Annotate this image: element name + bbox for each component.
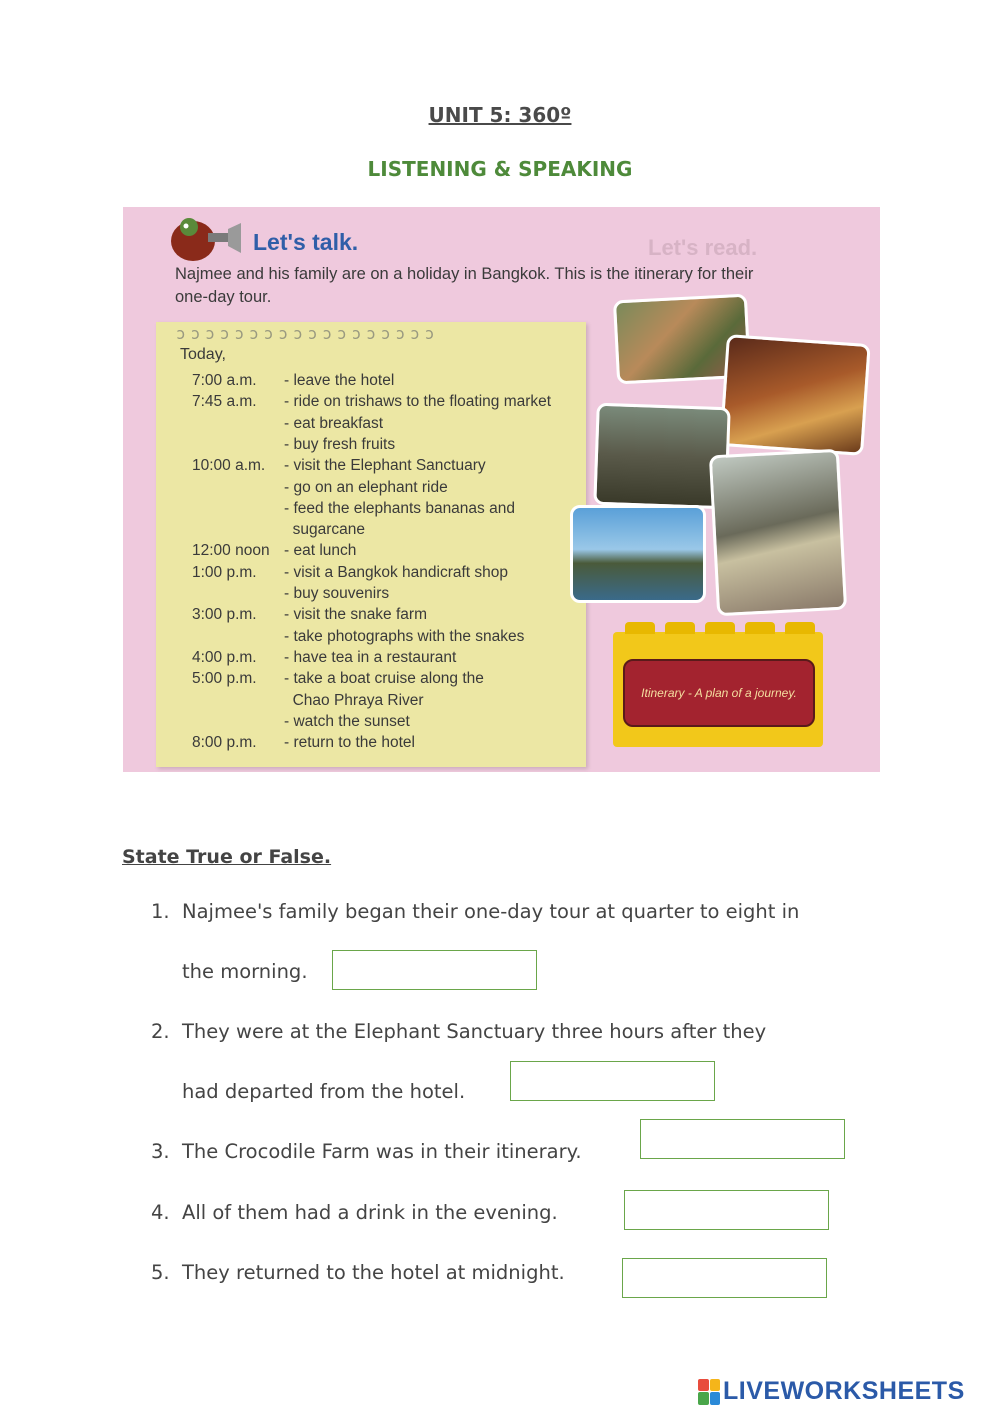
photo-snake — [709, 449, 847, 617]
question-text-continued: the morning. — [182, 960, 308, 983]
schedule-time: 1:00 p.m. — [192, 563, 257, 581]
schedule-time: 7:45 a.m. — [192, 393, 257, 411]
schedule-time: 12:00 noon — [192, 542, 270, 560]
schedule-activity: - return to the hotel — [284, 734, 415, 752]
photo-river — [570, 505, 706, 603]
lego-stud — [625, 622, 655, 634]
question-number: 1. — [151, 900, 170, 923]
schedule-activity: sugarcane — [284, 521, 365, 539]
section-title: LISTENING & SPEAKING — [367, 157, 633, 181]
brand-name: LIVEWORKSHEETS — [723, 1377, 965, 1405]
schedule-time: 10:00 a.m. — [192, 457, 266, 475]
schedule-activity: Chao Phraya River — [284, 691, 424, 709]
unit-title — [0, 103, 1000, 127]
intro-text: Najmee and his family are on a holiday in Bangkok. This is the itinerary for their one-day tour. — [175, 265, 754, 306]
question-number: 5. — [151, 1261, 170, 1284]
today-label: Today, — [180, 346, 226, 363]
schedule-time: 3:00 p.m. — [192, 606, 257, 624]
mascot-icon — [163, 211, 243, 263]
schedule-activity: - leave the hotel — [284, 372, 395, 389]
exercise-title: State True or False. — [122, 846, 332, 868]
unit-title-text: UNIT 5: 360º — [428, 103, 572, 127]
question-number: 2. — [151, 1020, 170, 1043]
answer-input-3[interactable] — [640, 1119, 845, 1159]
lego-stud — [705, 622, 735, 634]
question-text: They were at the Elephant Sanctuary three hours after they — [182, 1020, 767, 1043]
textbook-image — [123, 207, 880, 772]
schedule-activity: - visit the snake farm — [284, 606, 427, 624]
liveworksheets-logo — [698, 1377, 965, 1406]
itinerary-note — [156, 322, 586, 767]
schedule-activity: - buy souvenirs — [284, 585, 390, 602]
lego-stud — [665, 622, 695, 634]
lego-stud — [785, 622, 815, 634]
schedule-activity: - eat breakfast — [284, 414, 384, 432]
schedule-activity: - visit a Bangkok handicraft shop — [284, 563, 509, 581]
question-text: All of them had a drink in the evening. — [182, 1201, 558, 1224]
schedule-activity: - have tea in a restaurant — [284, 648, 457, 666]
liveworksheets-icon — [698, 1379, 720, 1405]
schedule-activity: - ride on trishaws to the floating market — [284, 393, 552, 411]
answer-input-5[interactable] — [622, 1258, 827, 1298]
answer-input-1[interactable] — [332, 950, 537, 990]
question-text: Najmee's family began their one-day tour at quarter to eight in — [182, 900, 800, 923]
schedule-activity: - take photographs with the snakes — [284, 627, 525, 645]
photo-handicraft-shop — [719, 334, 870, 456]
schedule-activity: - feed the elephants bananas and — [284, 499, 515, 517]
schedule-time: 5:00 p.m. — [192, 670, 257, 688]
question-text: The Crocodile Farm was in their itinerary. — [182, 1140, 582, 1163]
schedule-activity: - watch the sunset — [284, 712, 410, 730]
schedule-activity: - eat lunch — [284, 542, 357, 560]
answer-input-4[interactable] — [624, 1190, 829, 1230]
question-number: 4. — [151, 1201, 170, 1224]
spiral-rings: ɔɔɔɔɔɔɔɔɔɔɔɔɔɔɔɔɔɔ — [176, 324, 440, 343]
itinerary-definition: Itinerary - A plan of a journey. — [623, 659, 815, 727]
lego-definition-block — [613, 632, 823, 747]
lets-talk-heading: Let's talk. — [253, 229, 359, 255]
answer-input-2[interactable] — [510, 1061, 715, 1101]
lego-stud — [745, 622, 775, 634]
schedule-time: 8:00 p.m. — [192, 734, 257, 752]
schedule-activity: - go on an elephant ride — [284, 478, 448, 496]
question-number: 3. — [151, 1140, 170, 1163]
schedule-activity: - take a boat cruise along the — [284, 670, 484, 688]
question-text: They returned to the hotel at midnight. — [182, 1261, 565, 1284]
schedule-time: 4:00 p.m. — [192, 648, 257, 666]
schedule-time: 7:00 a.m. — [192, 372, 257, 389]
schedule-activity: - visit the Elephant Sanctuary — [284, 457, 486, 475]
faint-background-text: Let's read. — [648, 235, 758, 260]
schedule-activity: - buy fresh fruits — [284, 435, 396, 453]
question-text-continued: had departed from the hotel. — [182, 1080, 466, 1103]
